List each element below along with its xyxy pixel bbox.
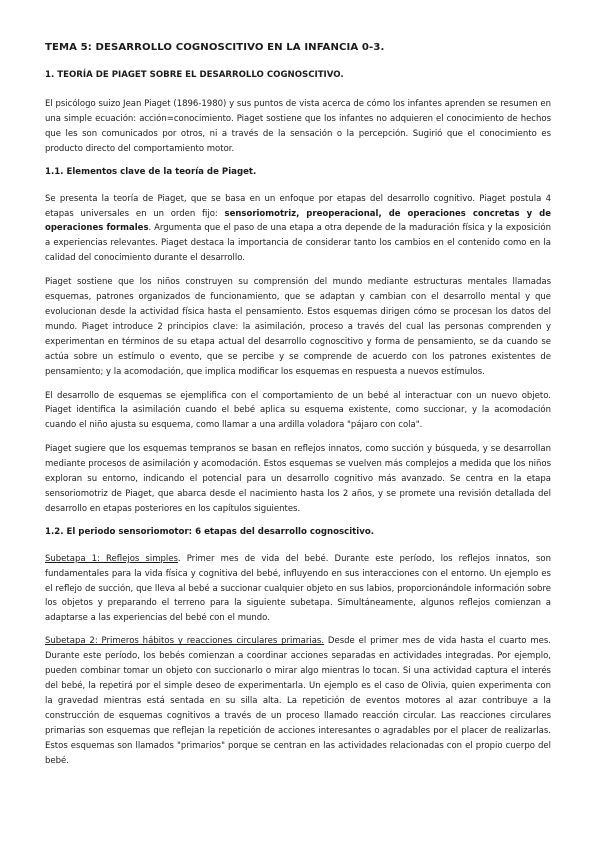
stages-bold-list: sensoriomotriz, preoperacional, de operaciones concretas y de operaciones formales	[45, 208, 551, 234]
paragraph-substage-1	[45, 552, 551, 627]
substage-1-text: . Primer mes de vida del bebé. Durante este período, los reflejos innatos, son fundamentales para la vida física y cognitiva del bebé, influyendo en sus interacciones con el entorno. Un ejemplo es el reflejo de succión, que lleva al bebé a succionar cualquier objeto en sus labios, proporcionándole información sobre los objetos y preparando el terreno para la siguiente subetapa. Simultáneamente, algunos reflejos comienzan a adaptarse a las experiencias del bebé con el mundo.	[45, 553, 551, 624]
paragraph-stages	[45, 192, 551, 267]
stages-text-a: Se presenta la teoría de Piaget, que se basa en un enfoque por etapas del desarrollo cognitivo. Piaget postula 4 etapas universales en un orden fijo:	[45, 193, 551, 219]
paragraph-example: El desarrollo de esquemas se ejemplifica con el comportamiento de un bebé al interactuar con un nuevo objeto. Piaget identifica la asimilación cuando el bebé aplica su esquema existente, como succionar, y la acomodación cuando el niño ajusta su esquema, como llamar a una ardilla voladora "pájaro con cola".	[45, 390, 551, 431]
substage-2-label: Subetapa 2: Primeros hábitos y reacciones circulares primarias.	[45, 636, 325, 647]
paragraph-substage-2	[45, 634, 551, 768]
section-heading-1-2: 1.2. El periodo sensoriomotor: 6 etapas del desarrollo cognoscitivo.	[45, 526, 375, 537]
section-heading-1: 1. TEORÍA DE PIAGET SOBRE EL DESARROLLO COGNOSCITIVO.	[45, 70, 344, 80]
paragraph-intro: El psicólogo suizo Jean Piaget (1896-1980) y sus puntos de vista acerca de cómo los infantes aprenden se resumen en una simple ecuación: acción=conocimiento. Piaget sostiene que los infantes no adquieren el conocimiento de hechos que les son comunicados por otros, ni a través de la sensación o la percepción. Sugirió que el conocimiento es producto directo del comportamiento motor.	[45, 99, 551, 154]
section-heading-1-1: 1.1. Elementos clave de la teoría de Piaget.	[45, 166, 257, 177]
substage-2-text: Desde el primer mes de vida hasta el cuarto mes. Durante este período, los bebés comienzan a coordinar acciones separadas en actividades integradas. Por ejemplo, pueden combinar tomar un objeto con succionarlo o mirar algo mientras lo tocan. Si una actividad captura el interés del bebé, la repetirá por el simple deseo de experimentarla. Un ejemplo es el caso de Olivia, quien experimenta con la gravedad mientras está sentada en su silla alta. La repetición de eventos motores al azar contribuye a la construcción de esquemas cognitivos a través de un proceso llamado reacción circular. Las reacciones circulares primarias son esquemas que reflejan la repetición de acciones interesantes o agradables por el placer de realizarlas. Estos esquemas son llamados "primarios" porque se centran en las actividades relacionadas con el propio cuerpo del bebé.	[45, 636, 551, 766]
paragraph-early-schemas: Piaget sugiere que los esquemas tempranos se basan en reflejos innatos, como succión y búsqueda, y se desarrollan mediante procesos de asimilación y acomodación. Estos esquemas se vuelven más complejos a medida que los niños exploran su entorno, indicando el potencial para un desarrollo cognitivo más avanzado. Se centra en la etapa sensoriomotriz de Piaget, que abarca desde el nacimiento hasta los 2 años, y se promete una revisión detallada del desarrollo en etapas posteriores en los capítulos siguientes.	[45, 444, 551, 514]
paragraph-schemas: Piaget sostiene que los niños construyen su comprensión del mundo mediante estructuras mentales llamadas esquemas, patrones organizados de funcionamiento, que se adaptan y cambian con el desarrollo mental y que evolucionan desde la actividad física hasta el pensamiento. Estos esquemas dirigen cómo se procesan los datos del mundo. Piaget introduce 2 principios clave: la asimilación, proceso a través del cual las personas comprenden y experimentan en términos de su etapa actual del desarrollo cognoscitivo y forma de pensamiento, se da cuando se actúa sobre un estímulo o evento, que se percibe y se comprende de acuerdo con los patrones existentes de pensamiento; y la acomodación, que implica modificar los esquemas en respuesta a nuevos estímulos.	[45, 277, 551, 377]
substage-1-label: Subetapa 1: Reflejos simples	[45, 553, 178, 564]
document-title: TEMA 5: DESARROLLO COGNOSCITIVO EN LA INFANCIA 0-3.	[45, 42, 385, 53]
stages-text-b: . Argumenta que el paso de una etapa a otra depende de la maduración física y la exposición a experiencias relevantes. Piaget destaca la importancia de considerar tanto los cambios en el contenido como en la calidad del conocimiento durante el desarrollo.	[45, 223, 551, 264]
